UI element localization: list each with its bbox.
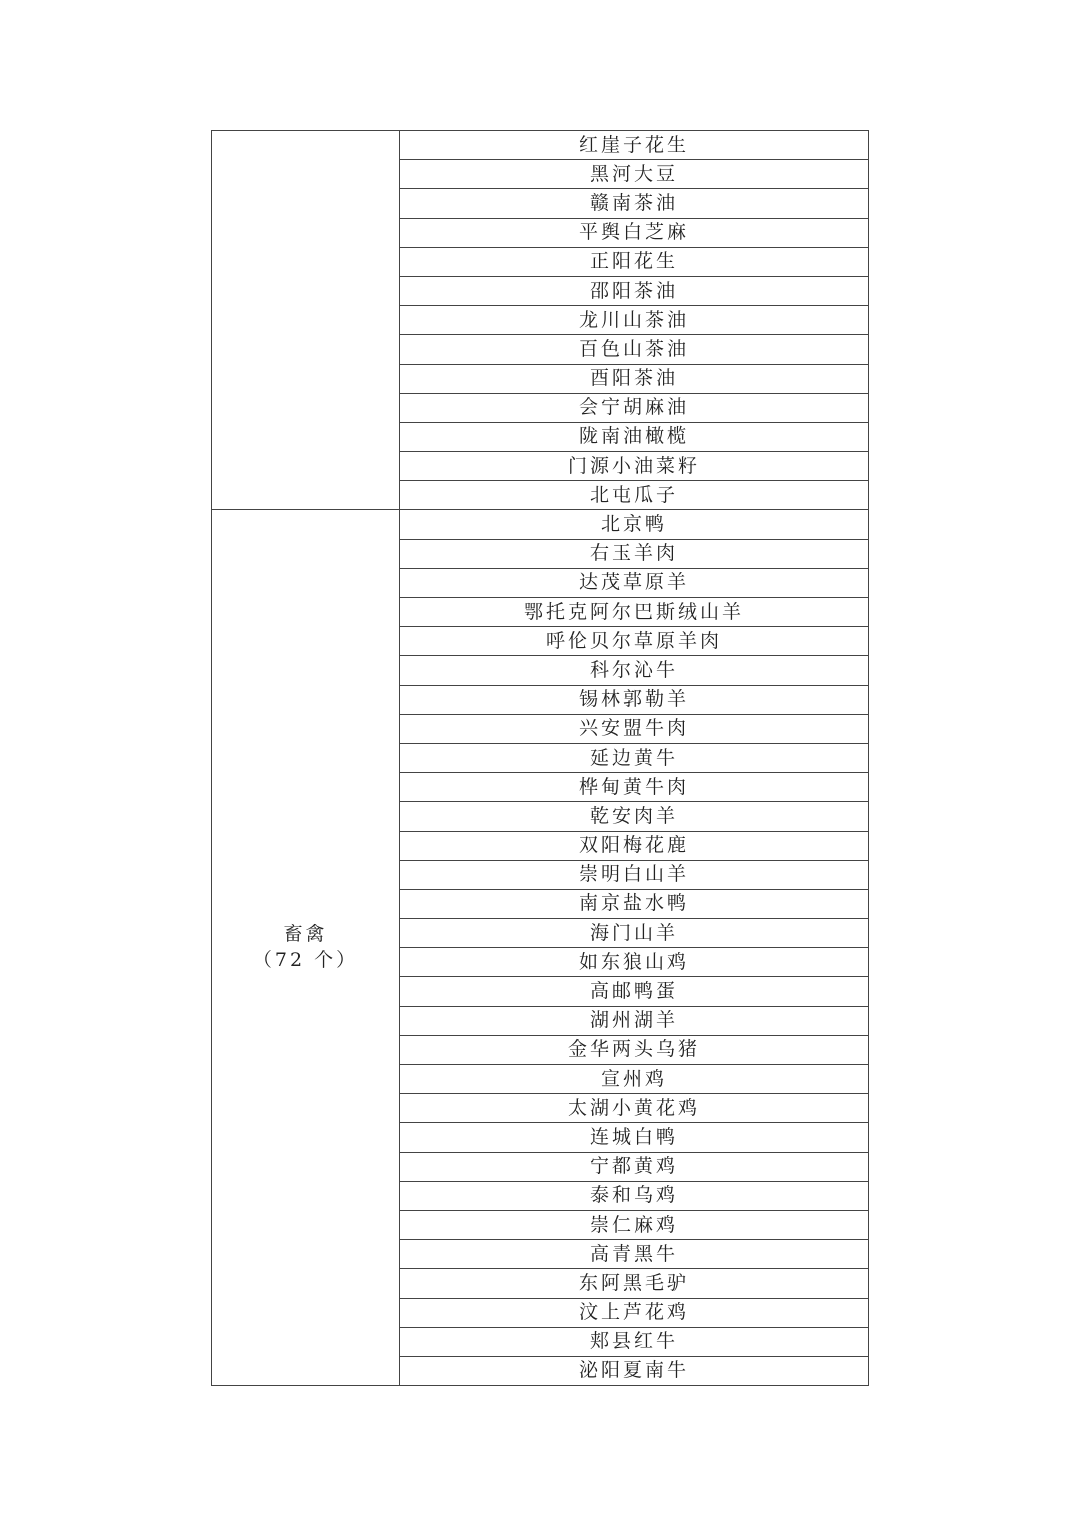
product-name-cell: 龙川山茶油	[400, 306, 869, 335]
product-name-cell: 百色山茶油	[400, 335, 869, 364]
category-name: 畜禽	[283, 923, 328, 946]
product-name-cell: 双阳梅花鹿	[400, 831, 869, 860]
product-name-cell: 会宁胡麻油	[400, 393, 869, 422]
product-name-cell: 锡林郭勒羊	[400, 685, 869, 714]
product-name-cell: 兴安盟牛肉	[400, 714, 869, 743]
product-name-cell: 呼伦贝尔草原羊肉	[400, 627, 869, 656]
product-name-cell: 崇仁麻鸡	[400, 1210, 869, 1239]
product-name-cell: 太湖小黄花鸡	[400, 1094, 869, 1123]
category-cell	[212, 510, 400, 1386]
product-name-cell: 泌阳夏南牛	[400, 1356, 869, 1385]
product-name-cell: 北屯瓜子	[400, 481, 869, 510]
product-name-cell: 正阳花生	[400, 247, 869, 276]
product-name-cell: 乾安肉羊	[400, 802, 869, 831]
product-name-cell: 红崖子花生	[400, 131, 869, 160]
product-name-cell: 金华两头乌猪	[400, 1035, 869, 1064]
product-name-cell: 海门山羊	[400, 919, 869, 948]
product-name-cell: 汶上芦花鸡	[400, 1298, 869, 1327]
category-count: （72 个）	[252, 948, 359, 971]
product-table	[211, 130, 869, 1386]
product-name-cell: 宁都黄鸡	[400, 1152, 869, 1181]
product-name-cell: 酉阳茶油	[400, 364, 869, 393]
table-row	[212, 510, 869, 539]
product-name-cell: 延边黄牛	[400, 743, 869, 772]
product-name-cell: 邵阳茶油	[400, 276, 869, 305]
product-name-cell: 郏县红牛	[400, 1327, 869, 1356]
product-name-cell: 黑河大豆	[400, 160, 869, 189]
product-name-cell: 东阿黑毛驴	[400, 1269, 869, 1298]
product-name-cell: 如东狼山鸡	[400, 948, 869, 977]
category-cell	[212, 131, 400, 510]
product-name-cell: 桦甸黄牛肉	[400, 773, 869, 802]
product-name-cell: 泰和乌鸡	[400, 1181, 869, 1210]
table-row	[212, 131, 869, 160]
product-name-cell: 门源小油菜籽	[400, 452, 869, 481]
product-table-body	[212, 131, 869, 1386]
product-name-cell: 科尔沁牛	[400, 656, 869, 685]
product-name-cell: 南京盐水鸭	[400, 889, 869, 918]
product-name-cell: 达茂草原羊	[400, 568, 869, 597]
product-name-cell: 湖州湖羊	[400, 1006, 869, 1035]
product-name-cell: 高邮鸭蛋	[400, 977, 869, 1006]
product-name-cell: 右玉羊肉	[400, 539, 869, 568]
product-name-cell: 北京鸭	[400, 510, 869, 539]
product-name-cell: 宣州鸡	[400, 1065, 869, 1094]
product-name-cell: 连城白鸭	[400, 1123, 869, 1152]
product-name-cell: 陇南油橄榄	[400, 422, 869, 451]
product-name-cell: 鄂托克阿尔巴斯绒山羊	[400, 598, 869, 627]
product-name-cell: 高青黑牛	[400, 1240, 869, 1269]
product-name-cell: 崇明白山羊	[400, 860, 869, 889]
product-name-cell: 平舆白芝麻	[400, 218, 869, 247]
product-name-cell: 赣南茶油	[400, 189, 869, 218]
